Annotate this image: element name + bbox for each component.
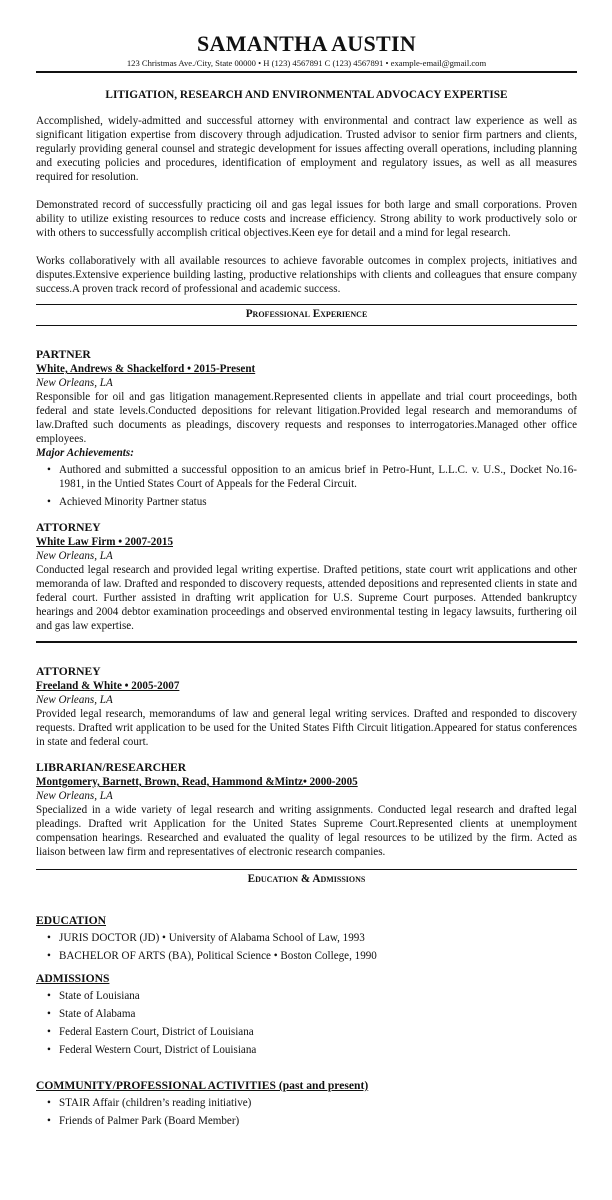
job-entry — [36, 665, 577, 749]
job-location: New Orleans, LA — [36, 790, 113, 802]
header-divider — [36, 71, 577, 73]
admissions-heading: ADMISSIONS — [36, 972, 110, 985]
list-item: • Achieved Minority Partner status — [59, 495, 577, 509]
community-block — [36, 1079, 577, 1128]
education-heading: EDUCATION — [36, 914, 106, 927]
expertise-headline: LITIGATION, RESEARCH AND ENVIRONMENTAL ADVOCACY EXPERTISE — [105, 89, 508, 101]
education-block — [36, 914, 577, 963]
list-item: • Authored and submitted a successful opposition to an amicus brief in Petro-Hunt, L.L.C. v. U.S., Docket No.16-1981, in the Untied States Court of Appeals for the Federal Circuit. — [59, 463, 577, 491]
job-role: ATTORNEY — [36, 521, 101, 534]
job-entry — [36, 348, 577, 509]
admissions-list — [36, 989, 577, 1057]
summary-paragraph: Accomplished, widely-admitted and successful attorney with environmental and contract law experience as well as significant litigation expertise from discovery through adjudication. Trusted advisor to senior firm partners and clients, regularly providing general counsel and strategic development for issues affecting overall operations, including planning and executing policies and procedures, identification of employment and regulatory issues, as well as all measures required for resolution. — [36, 115, 577, 183]
list-item: • STAIR Affair (children’s reading initiative) — [59, 1096, 577, 1110]
list-item: • State of Alabama — [59, 1007, 577, 1021]
achievements-list — [36, 463, 577, 509]
community-heading: COMMUNITY/PROFESSIONAL ACTIVITIES (past and present) — [36, 1079, 369, 1092]
community-list — [36, 1096, 577, 1128]
list-item: • Friends of Palmer Park (Board Member) — [59, 1114, 577, 1128]
summary-paragraph: Demonstrated record of successfully practicing oil and gas legal issues for both large and small corporations. Proven ability to utilize existing resources to reduce costs and increase efficiency. Strong ability to work productively solo or with others to successfully accomplish critical objectives.Keen eye for detail and a mind for legal research. — [36, 199, 577, 239]
job-firm: Freeland & White • 2005-2007 — [36, 680, 180, 692]
contact-line: 123 Christmas Ave./City, State 00000 • H (123) 4567891 C (123) 4567891 • example-email@gmail.com — [126, 58, 487, 68]
list-item: • JURIS DOCTOR (JD) • University of Alabama School of Law, 1993 — [59, 931, 577, 945]
education-section-title: Education & Admissions — [247, 873, 366, 885]
list-item: • BACHELOR OF ARTS (BA), Political Science • Boston College, 1990 — [59, 949, 577, 963]
job-entry — [36, 521, 577, 633]
job-role: PARTNER — [36, 348, 91, 361]
job-description: Responsible for oil and gas litigation management.Represented clients in appellate and trial court proceedings, both federal and state levels.Conducted depositions for relevant litigation.Provided legal research and memorandums of law.Drafted such documents as pleadings, discovery requests and responses to interrogatories.Managed other office employees. — [36, 391, 577, 445]
job-location: New Orleans, LA — [36, 550, 113, 562]
list-item: • Federal Western Court, District of Louisiana — [59, 1043, 577, 1057]
achievements-label: Major Achievements: — [36, 447, 134, 459]
job-description: Provided legal research, memorandums of law and general legal writing services. Drafted and responded to discovery requests. Drafted writ application to be used for the United States Fifth Circuit litigation.Appeared for status conferences in state and federal court. — [36, 708, 577, 748]
job-entry — [36, 761, 577, 859]
page-break-divider — [36, 641, 577, 643]
list-item: • Federal Eastern Court, District of Louisiana — [59, 1025, 577, 1039]
job-firm: White Law Firm • 2007-2015 — [36, 536, 173, 548]
job-location: New Orleans, LA — [36, 694, 113, 706]
job-role: ATTORNEY — [36, 665, 101, 678]
admissions-block — [36, 972, 577, 1057]
candidate-name: SAMANTHA AUSTIN — [196, 31, 417, 56]
section-divider — [36, 325, 577, 326]
list-item: • State of Louisiana — [59, 989, 577, 1003]
job-firm: White, Andrews & Shackelford • 2015-Present — [36, 363, 256, 375]
summary-paragraph: Works collaboratively with all available resources to achieve favorable outcomes in complex projects, initiatives and disputes.Extensive experience building lasting, productive relationships with clients and colleagues that ensure company success.A proven track record of professional and academic success. — [36, 255, 577, 295]
job-firm: Montgomery, Barnett, Brown, Read, Hammond &Mintz• 2000-2005 — [36, 776, 358, 788]
job-description: Conducted legal research and provided legal writing expertise. Drafted petitions, state court writ applications and other memoranda of law. Drafted and responded to discovery requests, attended depositions and represented clients in state and federal court. Further assisted in drafting writ application for U.S. Supreme Court purposes. Attended bankruptcy hearings and 2004 debtor examination proceedings and observed environmental testing in legacy lawsuits, furthering oil and gas law expertise. — [36, 564, 577, 632]
job-description: Specialized in a wide variety of legal research and writing assignments. Conducted legal research and drafted legal pleadings. Drafted writ Application for the United States Supreme Court.Represented clients at unemployment compensation hearings. Researched and evaluated the quality of legal resources to be utilized by the firm. Acted as liaison between law firm and representatives of electronic research companies. — [36, 804, 577, 858]
experience-section-title: Professional Experience — [245, 308, 368, 320]
job-location: New Orleans, LA — [36, 377, 113, 389]
job-role: LIBRARIAN/RESEARCHER — [36, 761, 187, 774]
education-list — [36, 931, 577, 963]
